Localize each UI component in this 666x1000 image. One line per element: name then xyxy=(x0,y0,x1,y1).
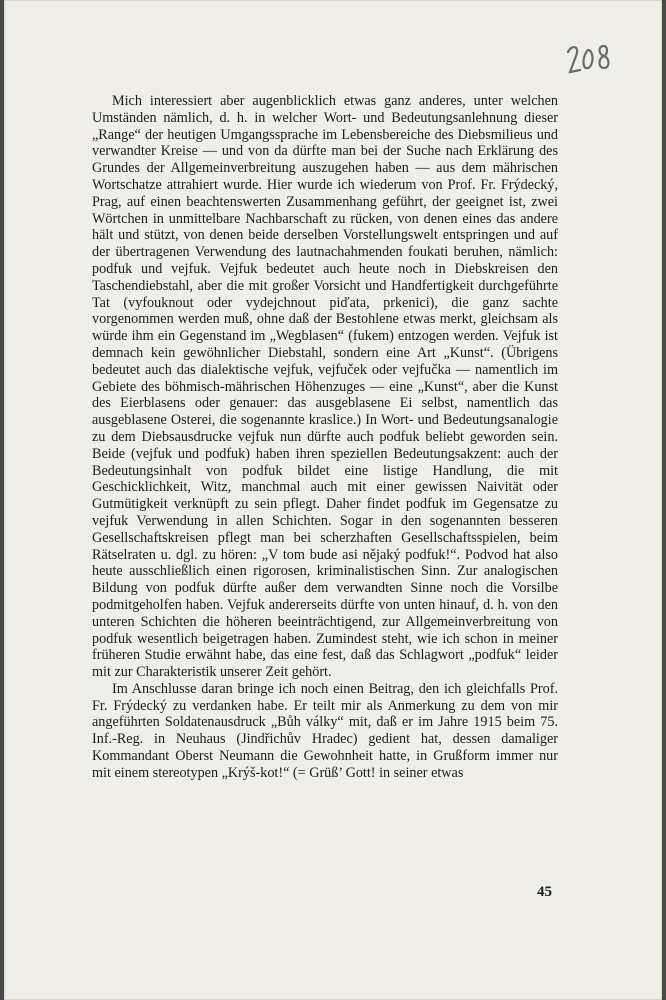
document-page xyxy=(4,0,662,1000)
paragraph-2: Im Anschlusse daran bringe ich noch einen Beitrag, den ich gleichfalls Prof. Fr. Frýdecký zu verdanken habe. Er teilt mir als Anmerkung zu dem von mir angeführten Soldatenausdruck „Bůh války“ mit, daß er im Jahre 1915 beim 75. Inf.-Reg. in Neuhaus (Jindřichův Hradec) gedient hat, dessen damaliger Kommandant Oberst Neumann die Gewohnheit hatte, in Grußform immer nur mit einem stereotypen „Krýš-kot!“ (= Grüß’ Gott! in seiner etwas xyxy=(92,680,558,781)
handwritten-page-annotation xyxy=(564,38,612,78)
paragraph-1: Mich interessiert aber augenblicklich etwas ganz anderes, unter welchen Umständen nämlich, d. h. in welcher Wort- und Bedeutungsanlehnung dieser „Range“ der heutigen Umgangssprache im Lebensbereiche des Diebsmilieus und verwandter Kreise — und von da dürfte man bei der Suche nach Erklärung des Grundes der Allgemeinverbreitung auszugehen haben — aus dem mährischen Wortschatze attrahiert wurde. Hier wurde ich wiederum von Prof. Fr. Frýdecký, Prag, auf einen beachtenswerten Zusammenhang geführt, der geeignet ist, zwei Wörtchen in unmittelbare Nachbarschaft zu rücken, von denen eines das andere hält und stützt, von denen beide derselben Vorstellungswelt entspringen und auf der übertragenen Verwendung des lautnachahmenden foukati beruhen, nämlich: podfuk und vejfuk. Vejfuk bedeutet auch heute noch in Diebskreisen den Taschendiebstahl, aber die mit großer Vorsicht und Handfertigkeit durchgeführte Tat (vyfouknout oder vydejchnout piďata, prkenici), die ganz sachte vorgenommen werden muß, ohne daß der Bestohlene etwas merkt, gleichsam als würde ihm ein Gegenstand im „Wegblasen“ (fukem) entzogen werden. Vejfuk ist demnach kein gewöhnlicher Diebstahl, sondern eine Art „Kunst“. (Übrigens bedeutet auch das dialektische vejfuk, vejfuček oder vejfučka — namentlich im Gebiete des böhmisch-mährischen Höhenzuges — eine „Kunst“, aber die Kunst des Eierblasens oder genauer: das ausgeblasene Ei selbst, namentlich das ausgeblasene Osterei, die sogenannte kraslice.) In Wort- und Bedeutungsanalogie zu dem Diebsausdrucke vejfuk nun dürfte auch podfuk beliebt geworden sein. Beide (vejfuk und podfuk) haben ihren speziellen Bedeutungsakzent: auch der Bedeutungsinhalt von podfuk bildet eine listige Handlung, die mit Geschicklichkeit, Witz, manchmal auch mit einer gewissen Naivität oder Gutmütigkeit verknüpft zu sein pflegt. Daher findet podfuk im Gegensatze zu vejfuk Verwendung in allen Schichten. Sogar in den sogenannten besseren Gesellschaftskreisen pflegt man bei scherzhaften Gesellschaftsspielen, beim Rätselraten u. dgl. zu hören: „V tom bude asi nějaký podfuk!“. Podvod hat also heute ausschließlich einen rigorosen, kriminalistischen Sinn. Zur analogischen Bildung von podfuk dürfte außer dem verwandten Sinne noch die Vorsilbe podmitgeholfen haben. Vejfuk andererseits dürfte von unten hinauf, d. h. von den unteren Schichten die höheren beeinträchtigend, zur Allgemeinverbreitung von podfuk wesentlich beigetragen haben. Zumindest steht, wie ich schon in meiner früheren Studie erwähnt habe, das eine fest, daß das Schlagwort „podfuk“ leider mit zur Charakteristik unserer Zeit gehört. xyxy=(92,93,558,681)
body-text xyxy=(92,93,558,782)
page-number: 45 xyxy=(537,884,552,900)
